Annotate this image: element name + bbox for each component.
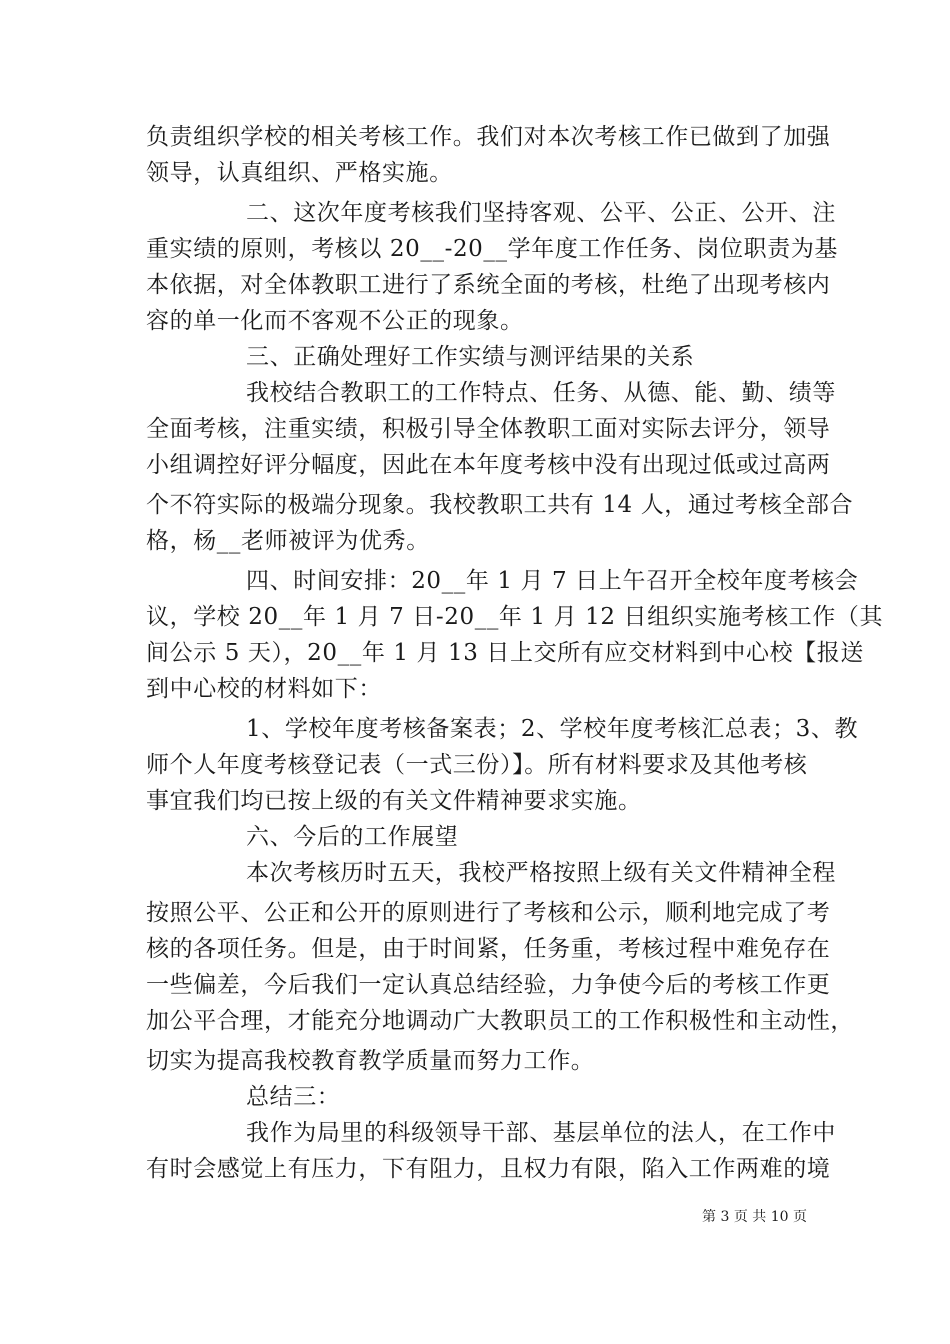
body-text-line: 格，杨__老师被评为优秀。: [146, 528, 430, 554]
body-text-line: 事宜我们均已按上级的有关文件精神要求实施。: [146, 788, 642, 814]
body-text-line: 个不符实际的极端分现象。我校教职工共有 14 人，通过考核全部合: [146, 492, 854, 518]
paragraph-heading-4: 四、时间安排：20__年 1 月 7 日上午召开全校年度考核会: [246, 568, 859, 594]
body-text-line: 本次考核历时五天，我校严格按照上级有关文件精神全程: [246, 860, 836, 886]
body-text-line: 重实绩的原则，考核以 20__-20__学年度工作任务、岗位职责为基: [146, 236, 839, 262]
body-text-line: 全面考核，注重实绩，积极引导全体教职工面对实际去评分，领导: [146, 416, 831, 442]
body-text-line: 议，学校 20__年 1 月 7 日-20__年 1 月 12 日组织实施考核工作（其: [146, 604, 884, 630]
paragraph-heading-2: 二、这次年度考核我们坚持客观、公平、公正、公开、注: [246, 200, 836, 226]
body-text-line: 容的单一化而不客观不公正的现象。: [146, 308, 524, 334]
body-text-line: 有时会感觉上有压力，下有阻力，且权力有限，陷入工作两难的境: [146, 1156, 831, 1182]
paragraph-heading-6: 六、今后的工作展望: [246, 824, 459, 850]
body-text-line: 1、学校年度考核备案表；2、学校年度考核汇总表；3、教: [246, 716, 859, 742]
body-text-line: 领导，认真组织、严格实施。: [146, 160, 453, 186]
body-text-line: 核的各项任务。但是，由于时间紧，任务重，考核过程中难免存在: [146, 936, 831, 962]
body-text-line: 到中心校的材料如下：: [146, 676, 382, 702]
section-heading-summary-3: 总结三：: [246, 1084, 341, 1110]
body-text-line: 一些偏差，今后我们一定认真总结经验，力争使今后的考核工作更: [146, 972, 831, 998]
body-text-line: 本依据，对全体教职工进行了系统全面的考核，杜绝了出现考核内: [146, 272, 831, 298]
body-text-line: 负责组织学校的相关考核工作。我们对本次考核工作已做到了加强: [146, 124, 831, 150]
body-text-line: 加公平合理，才能充分地调动广大教职员工的工作积极性和主动性，: [146, 1008, 854, 1034]
body-text-line: 切实为提高我校教育教学质量而努力工作。: [146, 1048, 595, 1074]
body-text-line: 间公示 5 天），20__年 1 月 13 日上交所有应交材料到中心校【报送: [146, 640, 864, 666]
body-text-line: 小组调控好评分幅度，因此在本年度考核中没有出现过低或过高两: [146, 452, 831, 478]
body-text-line: 我校结合教职工的工作特点、任务、从德、能、勤、绩等: [246, 380, 836, 406]
body-text-line: 师个人年度考核登记表（一式三份）】。所有材料要求及其他考核: [146, 752, 808, 778]
paragraph-heading-3: 三、正确处理好工作实绩与测评结果的关系: [246, 344, 695, 370]
body-text-line: 按照公平、公正和公开的原则进行了考核和公示，顺利地完成了考: [146, 900, 831, 926]
page-number-footer: 第 3 页 共 10 页: [702, 1209, 807, 1225]
body-text-line: 我作为局里的科级领导干部、基层单位的法人，在工作中: [246, 1120, 836, 1146]
